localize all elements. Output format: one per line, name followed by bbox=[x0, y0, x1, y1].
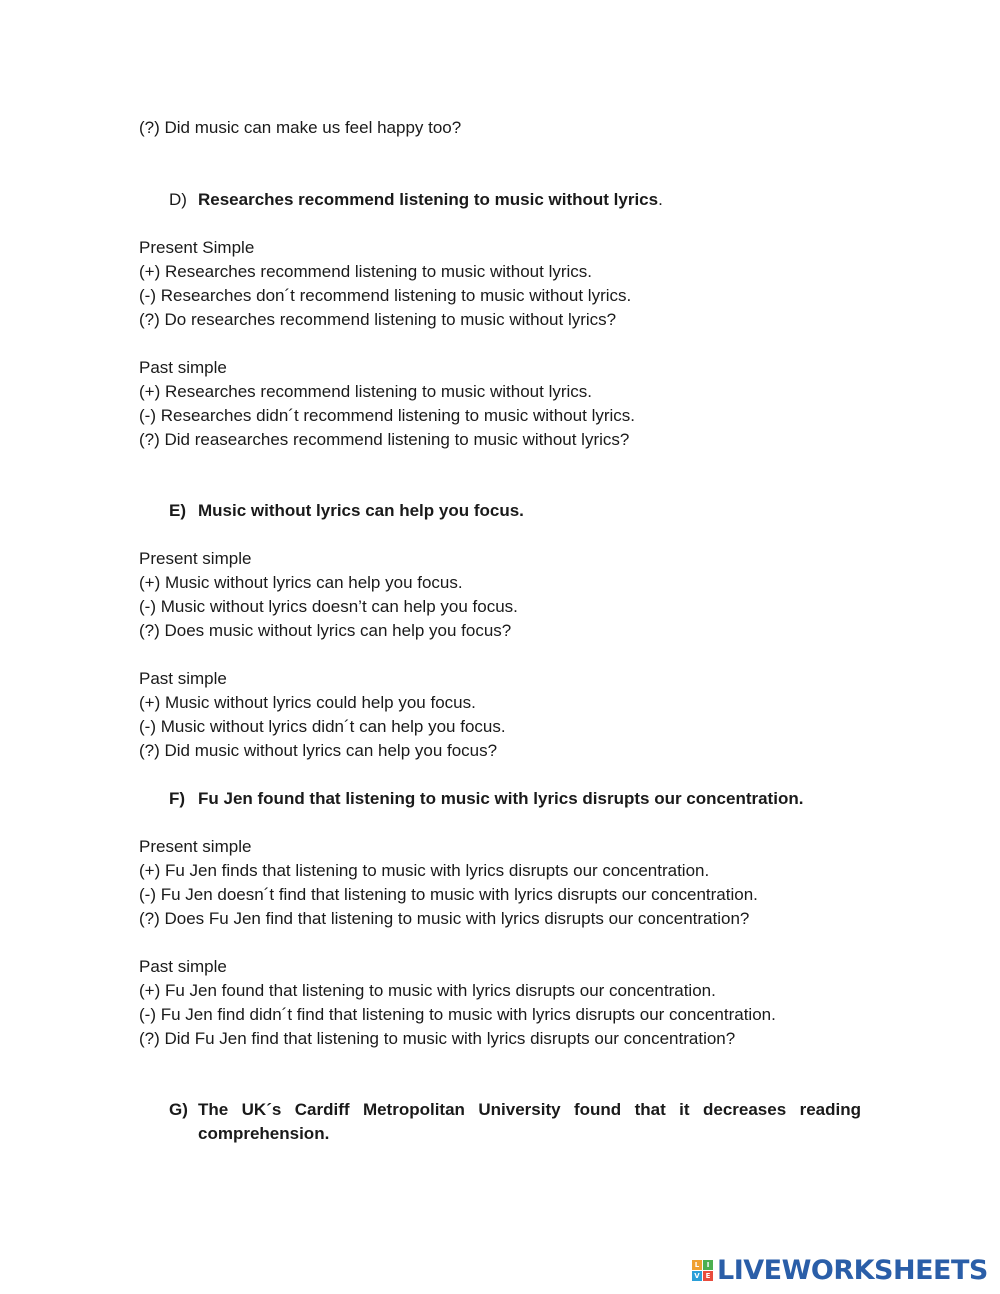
logo-mark-letter: V bbox=[692, 1271, 702, 1281]
sentence-affirmative: (+) Music without lyrics could help you focus. bbox=[139, 693, 476, 712]
sentence-negative: (-) Researches didn´t recommend listening to music without lyrics. bbox=[139, 406, 636, 425]
tense-label: Past simple bbox=[139, 957, 227, 976]
sentence-negative: (-) Fu Jen find didn´t find that listening to music with lyrics disrupts our concentration. bbox=[139, 1005, 776, 1024]
sentence-question: (?) Did Fu Jen find that listening to music with lyrics disrupts our concentration? bbox=[139, 1029, 736, 1048]
section-title: Music without lyrics can help you focus. bbox=[198, 501, 524, 520]
section-letter: G) bbox=[169, 1100, 188, 1119]
tense-label: Past simple bbox=[139, 358, 227, 377]
section-title: Researches recommend listening to music without lyrics bbox=[198, 190, 659, 209]
sentence-question: (?) Did music without lyrics can help you focus? bbox=[139, 741, 498, 760]
question-line: (?) Did music can make us feel happy too? bbox=[139, 118, 462, 137]
section-title: The UK´s Cardiff Metropolitan University found that it decreases reading comprehension. bbox=[198, 1100, 861, 1143]
tense-label: Present simple bbox=[139, 549, 252, 568]
logo-mark-letter: E bbox=[703, 1271, 713, 1281]
sentence-question: (?) Did reasearches recommend listening to music without lyrics? bbox=[139, 430, 630, 449]
logo-mark-icon bbox=[692, 1260, 713, 1281]
sentence-affirmative: (+) Music without lyrics can help you focus. bbox=[139, 573, 463, 592]
liveworksheets-logo bbox=[692, 1253, 988, 1287]
sentence-affirmative: (+) Researches recommend listening to music without lyrics. bbox=[139, 262, 593, 281]
section-heading-f bbox=[169, 787, 803, 811]
sentence-negative: (-) Music without lyrics doesn’t can help you focus. bbox=[139, 597, 518, 616]
section-title: Fu Jen found that listening to music with lyrics disrupts our concentration. bbox=[198, 789, 804, 808]
logo-text: LIVEWORKSHEETS bbox=[717, 1254, 988, 1286]
section-letter: D) bbox=[169, 190, 187, 209]
sentence-affirmative: (+) Fu Jen finds that listening to music with lyrics disrupts our concentration. bbox=[139, 861, 710, 880]
sentence-question: (?) Does music without lyrics can help you focus? bbox=[139, 621, 512, 640]
tense-label: Present simple bbox=[139, 837, 252, 856]
logo-mark-letter: I bbox=[703, 1260, 713, 1270]
logo-mark-letter: L bbox=[692, 1260, 702, 1270]
sentence-question: (?) Do researches recommend listening to music without lyrics? bbox=[139, 310, 617, 329]
sentence-question: (?) Does Fu Jen find that listening to music with lyrics disrupts our concentration? bbox=[139, 909, 750, 928]
section-letter: E) bbox=[169, 501, 186, 520]
section-heading-e bbox=[169, 499, 524, 523]
sentence-affirmative: (+) Fu Jen found that listening to music with lyrics disrupts our concentration. bbox=[139, 981, 716, 1000]
section-heading-g bbox=[169, 1098, 861, 1146]
section-letter: F) bbox=[169, 789, 186, 808]
section-heading-d bbox=[169, 188, 663, 212]
sentence-negative: (-) Music without lyrics didn´t can help you focus. bbox=[139, 717, 506, 736]
tense-label: Present Simple bbox=[139, 238, 255, 257]
tense-label: Past simple bbox=[139, 669, 227, 688]
sentence-negative: (-) Fu Jen doesn´t find that listening to music with lyrics disrupts our concentration. bbox=[139, 885, 758, 904]
sentence-affirmative: (+) Researches recommend listening to music without lyrics. bbox=[139, 382, 593, 401]
sentence-negative: (-) Researches don´t recommend listening to music without lyrics. bbox=[139, 286, 632, 305]
section-title-period: . bbox=[658, 190, 663, 209]
